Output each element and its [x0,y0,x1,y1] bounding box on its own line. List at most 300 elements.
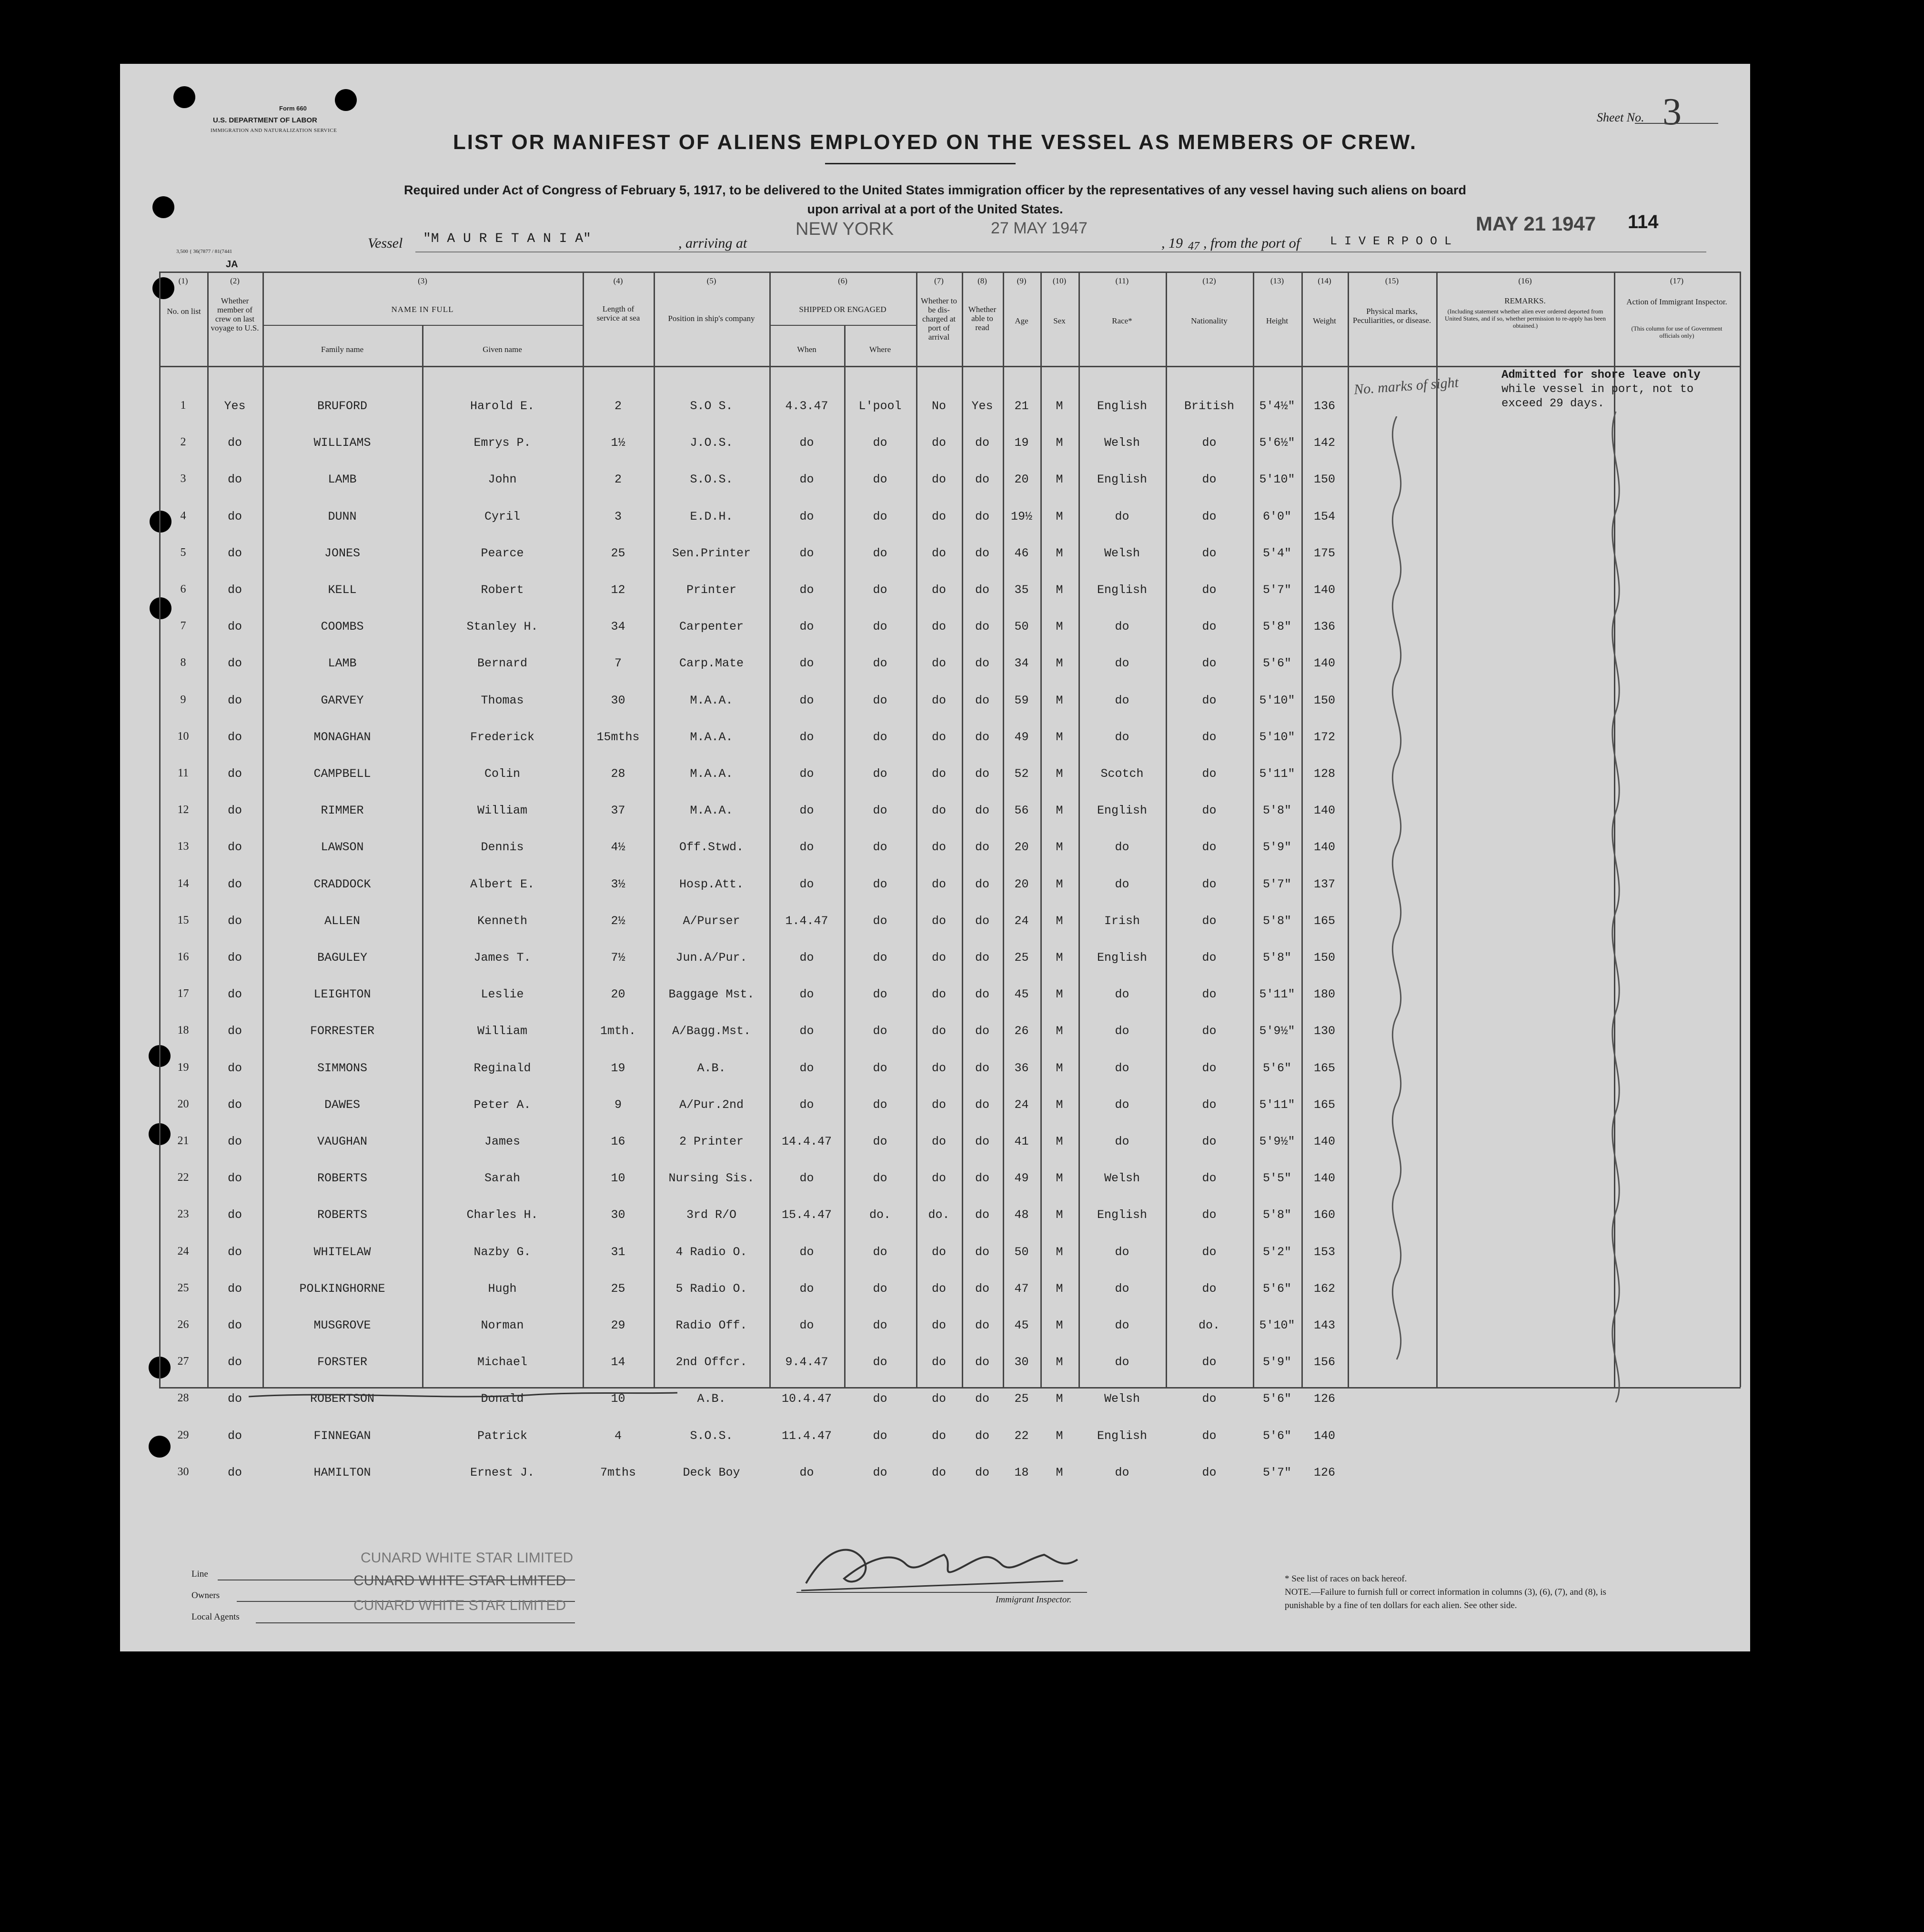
age-cell: 24 [1014,914,1029,928]
owners-label: Owners [191,1590,220,1600]
race-cell: do [1115,1318,1129,1332]
header-discharged: Whether to be dis-charged at port of arrival [921,296,957,342]
service-length-cell: 2½ [611,914,625,928]
shipped-where-cell: do [873,1466,887,1479]
header-position: Position in ship's company [668,314,755,323]
row-number: 27 [177,1355,189,1368]
weight-cell: 156 [1313,1355,1335,1369]
height-cell: 5'9½" [1259,1135,1295,1148]
vessel-name: "M A U R E T A N I A" [423,231,591,246]
shipped-when-cell: do [799,1466,814,1479]
discharged-cell: do [931,951,946,965]
able-to-read-cell: do [975,767,989,781]
race-cell: do [1115,694,1129,707]
row-number: 3 [180,473,186,485]
crew-member-cell: do [227,730,242,744]
shipped-header-divider [769,325,916,326]
crew-member-cell: do [227,951,242,965]
sheet-number: 3 [1662,91,1682,133]
service-length-cell: 19 [611,1061,625,1075]
height-cell: 5'9" [1262,840,1291,854]
col-num: (5) [706,276,716,285]
able-to-read-cell: do [975,583,989,597]
ja-mark: JA [226,259,238,270]
nationality-cell: do [1202,951,1217,965]
discharged-cell: do [931,620,946,634]
weight-cell: 165 [1313,1098,1335,1112]
family-name-cell: WHITELAW [313,1245,371,1259]
shipped-where-cell: do [873,1282,887,1296]
weight-cell: 162 [1313,1282,1335,1296]
service-length-cell: 10 [611,1171,625,1185]
discharged-cell: do [931,767,946,781]
race-cell: do [1115,510,1129,523]
given-name-cell: James T. [473,951,531,965]
sex-cell: M [1056,1355,1063,1369]
position-cell: A/Purser [683,914,740,928]
row-number: 4 [180,510,186,522]
crew-member-cell: Yes [224,399,246,413]
able-to-read-cell: do [975,1098,989,1112]
family-name-cell: FINNEGAN [313,1429,371,1443]
position-cell: M.A.A. [690,804,733,817]
discharged-cell: do [931,1318,946,1332]
row-number: 6 [180,583,186,595]
given-name-cell: Nazby G. [473,1245,531,1259]
given-name-cell: Albert E. [470,877,535,891]
header-family-name: Family name [321,345,364,354]
shipped-where-cell: do [873,436,887,450]
shipped-where-cell: do [873,1392,887,1406]
penalty-note-2: punishable by a fine of ten dollars for each alien. See other side. [1285,1600,1517,1610]
family-name-cell: DUNN [328,510,357,523]
discharged-cell: do [931,473,946,486]
line-label: Line [191,1569,208,1579]
sex-cell: M [1056,1245,1063,1259]
sex-cell: M [1056,510,1063,523]
crew-member-cell: do [227,694,242,707]
discharged-cell: do [931,1061,946,1075]
discharged-cell: do [931,914,946,928]
department-name: U.S. DEPARTMENT OF LABOR [213,116,317,124]
row-number: 2 [180,436,186,448]
discharged-cell: do [931,1466,946,1479]
family-name-cell: ROBERTS [317,1171,368,1185]
race-cell: do [1115,620,1129,634]
col-num: (15) [1385,276,1399,285]
inspector-label: Immigrant Inspector. [996,1595,1072,1605]
able-to-read-cell: do [975,1466,989,1479]
able-to-read-cell: do [975,1429,989,1443]
service-length-cell: 28 [611,767,625,781]
row-number: 17 [177,987,189,1000]
service-length-cell: 1mth. [600,1024,636,1038]
shipped-when-cell: do [799,583,814,597]
position-cell: A.B. [697,1061,726,1075]
given-name-cell: Kenneth [477,914,528,928]
weight-cell: 165 [1313,914,1335,928]
height-cell: 6'0" [1262,510,1291,523]
nationality-cell: do [1202,1208,1217,1222]
title-underline [825,163,1016,164]
able-to-read-cell: do [975,1208,989,1222]
height-cell: 5'4" [1262,546,1291,560]
row-number: 23 [177,1208,189,1220]
sex-cell: M [1056,1171,1063,1185]
discharged-cell: do [931,436,946,450]
given-name-cell: Robert [481,583,524,597]
row-number: 30 [177,1466,189,1478]
nationality-cell: do [1202,1466,1217,1479]
height-cell: 5'8" [1262,914,1291,928]
sex-cell: M [1056,473,1063,486]
shipped-when-cell: do [799,1098,814,1112]
sex-cell: M [1056,1282,1063,1296]
discharged-cell: do [931,546,946,560]
header-race: Race* [1112,316,1132,325]
shipped-when-cell: 10.4.47 [781,1392,832,1406]
row-number: 25 [177,1282,189,1294]
shipped-where-cell: do [873,804,887,817]
row-number: 26 [177,1318,189,1331]
service-length-cell: 25 [611,546,625,560]
family-name-cell: CAMPBELL [313,767,371,781]
race-cell: English [1097,1429,1148,1443]
crew-member-cell: do [227,1171,242,1185]
closing-stroke [249,1386,677,1405]
service-length-cell: 14 [611,1355,625,1369]
header-sex: Sex [1053,316,1066,325]
given-name-cell: Reginald [473,1061,531,1075]
age-cell: 36 [1014,1061,1029,1075]
nationality-cell: do [1202,546,1217,560]
age-cell: 20 [1014,840,1029,854]
given-name-cell: William [477,804,528,817]
given-name-cell: Colin [484,767,520,781]
discharged-cell: do [931,804,946,817]
nationality-cell: do [1202,1171,1217,1185]
shipped-where-cell: do [873,1318,887,1332]
discharged-cell: do [931,694,946,707]
race-cell: English [1097,951,1148,965]
family-name-cell: VAUGHAN [317,1135,368,1148]
row-number: 13 [177,840,189,853]
weight-cell: 140 [1313,1429,1335,1443]
header-inspector-action: Action of Immigrant Inspector. [1626,297,1727,306]
header-remarks: REMARKS. [1504,296,1546,305]
height-cell: 5'2" [1262,1245,1291,1259]
nationality-cell: do [1202,1392,1217,1406]
weight-cell: 143 [1313,1318,1335,1332]
crew-member-cell: do [227,1208,242,1222]
discharged-cell: do [931,1024,946,1038]
service-length-cell: 2 [614,399,622,413]
nationality-cell: do [1202,1098,1217,1112]
header-age: Age [1015,316,1028,325]
crew-member-cell: do [227,914,242,928]
given-name-cell: Stanley H. [466,620,538,634]
position-cell: Deck Boy [683,1466,740,1479]
sheet-no-underline [1635,123,1718,124]
column-divider [1436,272,1438,1387]
shipped-when-cell: do [799,1024,814,1038]
shipped-where-cell: do [873,656,887,670]
remark-line-2: while vessel in port, not to [1501,383,1694,396]
given-name-cell: Bernard [477,656,528,670]
age-cell: 56 [1014,804,1029,817]
sex-cell: M [1056,914,1063,928]
age-cell: 41 [1014,1135,1029,1148]
race-cell: do [1115,1355,1129,1369]
shipped-where-cell: do [873,1135,887,1148]
sex-cell: M [1056,399,1063,413]
shipped-when-cell: do [799,767,814,781]
subtitle-line-2: upon arrival at a port of the United States. [807,202,1063,216]
family-name-cell: FORSTER [317,1355,368,1369]
col-num: (13) [1270,276,1284,285]
shipped-where-cell: do [873,767,887,781]
shipped-when-cell: do [799,1171,814,1185]
nationality-cell: do [1202,436,1217,450]
height-cell: 5'7" [1262,877,1291,891]
nationality-cell: do [1202,473,1217,486]
age-cell: 46 [1014,546,1029,560]
family-name-cell: LEIGHTON [313,987,371,1001]
discharged-cell: do [931,1171,946,1185]
year-suffix: 47 [1188,240,1199,252]
given-name-cell: Harold E. [470,399,535,413]
shipped-where-cell: do [873,694,887,707]
service-length-cell: 4½ [611,840,625,854]
crew-member-cell: do [227,767,242,781]
crew-member-cell: do [227,656,242,670]
header-crew-member: Whether member of crew on last voyage to U.S. [211,296,259,332]
service-length-cell: 7 [614,656,622,670]
nationality-cell: do [1202,1024,1217,1038]
crew-member-cell: do [227,620,242,634]
weight-cell: 150 [1313,473,1335,486]
row-number: 18 [177,1024,189,1036]
discharged-cell: do [931,1282,946,1296]
able-to-read-cell: do [975,914,989,928]
position-cell: Printer [686,583,737,597]
shipped-where-cell: do [873,1024,887,1038]
nationality-cell: do [1202,877,1217,891]
service-length-cell: 34 [611,620,625,634]
shipped-where-cell: do [873,914,887,928]
row-number: 19 [177,1061,189,1074]
able-to-read-cell: do [975,1318,989,1332]
service-name: IMMIGRATION AND NATURALIZATION SERVICE [211,128,337,133]
weight-cell: 136 [1313,620,1335,634]
shipped-when-cell: 15.4.47 [781,1208,832,1222]
given-name-cell: John [488,473,517,486]
vessel-label: Vessel [368,235,403,251]
service-length-cell: 29 [611,1318,625,1332]
sex-cell: M [1056,840,1063,854]
col-num: (7) [934,276,944,285]
crew-member-cell: do [227,1024,242,1038]
age-cell: 20 [1014,877,1029,891]
age-cell: 59 [1014,694,1029,707]
race-cell: do [1115,987,1129,1001]
given-name-cell: Dennis [481,840,524,854]
height-cell: 5'9½" [1259,1024,1295,1038]
position-cell: Baggage Mst. [668,987,755,1001]
weight-cell: 154 [1313,510,1335,523]
sex-cell: M [1056,730,1063,744]
position-cell: Nursing Sis. [668,1171,755,1185]
height-cell: 5'5" [1262,1171,1291,1185]
given-name-cell: Ernest J. [470,1466,535,1479]
shipped-where-cell: do [873,951,887,965]
shipped-where-cell: L'pool [858,399,902,413]
inspector-signature-rule [796,1592,1087,1593]
shipped-when-cell: do [799,694,814,707]
shipped-when-cell: 4.3.47 [785,399,828,413]
able-to-read-cell: do [975,473,989,486]
age-cell: 52 [1014,767,1029,781]
shipped-when-cell: do [799,620,814,634]
service-length-cell: 30 [611,694,625,707]
age-cell: 45 [1014,987,1029,1001]
discharged-cell: do [931,1245,946,1259]
height-cell: 5'8" [1262,620,1291,634]
weight-cell: 140 [1313,1135,1335,1148]
race-cell: do [1115,656,1129,670]
able-to-read-cell: do [975,656,989,670]
shipped-when-cell: do [799,730,814,744]
race-cell: English [1097,473,1148,486]
sex-cell: M [1056,1024,1063,1038]
col-num: (10) [1052,276,1067,285]
height-cell: 5'11" [1259,767,1295,781]
family-name-cell: GARVEY [321,694,364,707]
race-cell: Irish [1104,914,1140,928]
manifest-title: LIST OR MANIFEST OF ALIENS EMPLOYED ON THE VESSEL AS MEMBERS OF CREW. [453,131,1418,154]
discharged-cell: do [931,1098,946,1112]
position-cell: 3rd R/O [686,1208,737,1222]
able-to-read-cell: do [975,620,989,634]
sex-cell: M [1056,1135,1063,1148]
sex-cell: M [1056,767,1063,781]
race-cell: do [1115,1466,1129,1479]
company-stamp: CUNARD WHITE STAR LIMITED [353,1598,566,1613]
given-name-cell: Pearce [481,546,524,560]
discharged-cell: do [931,840,946,854]
crew-member-cell: do [227,583,242,597]
position-cell: M.A.A. [690,767,733,781]
position-cell: 5 Radio O. [675,1282,747,1296]
form-number: Form 660 [279,105,307,112]
crew-member-cell: do [227,804,242,817]
race-cell: Scotch [1100,767,1144,781]
shipped-where-cell: do. [869,1208,891,1222]
shipped-where-cell: do [873,510,887,523]
height-cell: 5'8" [1262,1208,1291,1222]
height-cell: 5'11" [1259,1098,1295,1112]
position-cell: 2nd Offcr. [675,1355,747,1369]
age-cell: 19 [1014,436,1029,450]
race-cell: English [1097,399,1148,413]
crew-member-cell: do [227,546,242,560]
service-length-cell: 10 [611,1392,625,1406]
discharged-cell: do [931,1135,946,1148]
given-name-cell: Donald [481,1392,524,1406]
service-length-cell: 15mths [596,730,640,744]
agents-signature-rule [256,1622,575,1623]
able-to-read-cell: do [975,877,989,891]
nationality-cell: do [1202,914,1217,928]
crew-member-cell: do [227,987,242,1001]
able-to-read-cell: Yes [971,399,993,413]
col-num: (16) [1518,276,1532,285]
column-divider [1740,272,1741,1387]
height-cell: 5'6" [1262,656,1291,670]
nationality-cell: do [1202,730,1217,744]
weight-cell: 128 [1313,767,1335,781]
table-top-border [159,272,1741,273]
col-num: (9) [1017,276,1027,285]
company-stamp: CUNARD WHITE STAR LIMITED [353,1573,566,1589]
discharged-cell: do [931,1355,946,1369]
punch-hole [335,89,357,111]
crew-member-cell: do [227,1061,242,1075]
discharged-cell: do [931,730,946,744]
age-cell: 49 [1014,730,1029,744]
sheet-label: Sheet No. [1597,111,1644,124]
weight-cell: 126 [1313,1392,1335,1406]
height-cell: 5'7" [1262,583,1291,597]
service-length-cell: 12 [611,583,625,597]
race-cell: English [1097,1208,1148,1222]
weight-cell: 150 [1313,951,1335,965]
weight-cell: 180 [1313,987,1335,1001]
nationality-cell: do [1202,1135,1217,1148]
age-cell: 20 [1014,473,1029,486]
shipped-when-cell: do [799,1318,814,1332]
remark-line-1: Admitted for shore leave only [1501,369,1701,382]
height-cell: 5'6" [1262,1282,1291,1296]
race-cell: do [1115,1024,1129,1038]
service-length-cell: 20 [611,987,625,1001]
row-number: 22 [177,1171,189,1184]
sex-cell: M [1056,1429,1063,1443]
shipped-when-cell: do [799,546,814,560]
shipped-when-cell: do [799,1245,814,1259]
height-cell: 5'6" [1262,1429,1291,1443]
position-cell: M.A.A. [690,694,733,707]
shipped-where-cell: do [873,987,887,1001]
able-to-read-cell: do [975,1245,989,1259]
position-cell: A/Bagg.Mst. [672,1024,751,1038]
row-number: 21 [177,1135,189,1147]
crew-member-cell: do [227,1355,242,1369]
able-to-read-cell: do [975,1061,989,1075]
age-cell: 24 [1014,1098,1029,1112]
service-length-cell: 4 [614,1429,622,1443]
position-cell: E.D.H. [690,510,733,523]
nationality-cell: do [1202,1355,1217,1369]
height-cell: 5'10" [1259,694,1295,707]
shipped-where-cell: do [873,730,887,744]
sex-cell: M [1056,804,1063,817]
service-length-cell: 3 [614,510,622,523]
shipped-where-cell: do [873,877,887,891]
col-num: (1) [178,276,188,285]
service-length-cell: 2 [614,473,622,486]
weight-cell: 175 [1313,546,1335,560]
